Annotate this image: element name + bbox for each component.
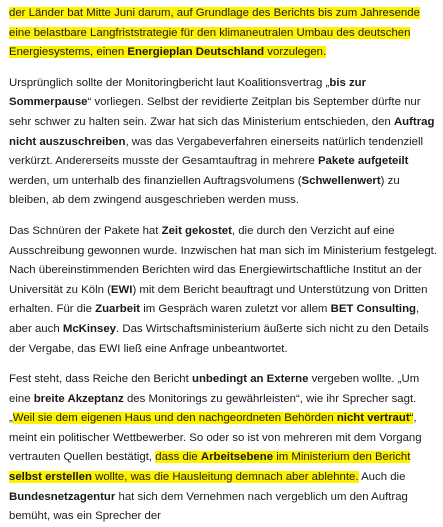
bold-run-highlighted: Arbeitsebene [200, 451, 274, 464]
bold-run: Zeit gekostet [161, 224, 232, 237]
bold-run: Auftrag nicht auszuschreiben [9, 115, 435, 148]
paragraph-p1 [9, 4, 437, 63]
text-run: . Das Wirtschaftsministerium äußerte sich nicht zu den Details der Vergabe, das EWI ließ eine Anfrage unbeantwortet. [9, 322, 429, 355]
text-run-highlighted: dass die [155, 451, 201, 464]
bold-run: breite Akzeptanz [33, 392, 124, 405]
paragraph-p3 [9, 222, 437, 359]
text-run-highlighted: “ [409, 412, 414, 425]
text-run: ) mit dem Bericht beauftragt und Unterstützung von Dritten erhalten. Für die [9, 283, 428, 316]
text-run: Ursprünglich sollte der Monitoringbericht laut Koalitionsvertrag „ [9, 76, 330, 89]
bold-run: EWI [110, 283, 133, 296]
bold-run: BET Consulting [330, 303, 417, 316]
text-run: Das Schnüren der Pakete hat [9, 224, 162, 237]
bold-run: Schwellenwert [301, 174, 381, 187]
text-run-highlighted: wollte, was die Hausleitung demnach aber ablehnte. [91, 471, 359, 484]
text-run: , die durch den Verzicht auf eine Ausschreibung gewonnen wurde. Inzwischen hat man sich im Ministerium festgelegt. Nach übereinstimmenden Berichten wird das Energiewirtschaftliche Institut an der Universität zu Köln ( [9, 224, 437, 296]
paragraph-p4 [9, 370, 437, 527]
bold-run: Zuarbeit [95, 303, 141, 316]
text-run: , aber auch [9, 303, 420, 335]
text-run-highlighted: Weil sie dem eigenen Haus und den nachgeordneten Behörden [12, 412, 337, 425]
text-run: , was das Vergabeverfahren einerseits natürlich tendenziell verkürzt. Andererseits musste der Gesamtauftrag in mehrere [9, 135, 424, 168]
text-run-highlighted: im Ministerium den Bericht [273, 451, 411, 464]
bold-run: bis zur Sommerpause [9, 76, 367, 109]
text-run: Auch die [358, 471, 406, 484]
text-run: Fest steht, dass Reiche den Bericht [9, 373, 192, 386]
bold-run: Pakete aufgeteilt [317, 155, 409, 168]
text-run: des Monitorings zu gewährleisten“, wie ihr Sprecher sagt. „ [9, 392, 417, 425]
text-run: “ vorliegen. Selbst der revidierte Zeitplan bis September dürfte nur sehr schwer zu halten sein. Zwar hat sich das Ministerium entschieden, den [9, 96, 421, 128]
text-run-highlighted: vorzulegen. [264, 46, 327, 59]
bold-run-highlighted: Energieplan Deutschland [127, 46, 265, 59]
text-run: , meint ein politischer Wettbewerber. So oder so ist von mehreren mit dem Vorgang vertrauten Quellen bestätigt, [9, 412, 422, 464]
text-run: werden, um unterhalb des finanziellen Auftragsvolumens ( [9, 174, 302, 187]
bold-run: unbedingt an Externe [191, 373, 309, 386]
bold-run-highlighted: nicht vertraut [336, 412, 410, 425]
paragraph-p2 [9, 74, 437, 211]
bold-run-highlighted: selbst erstellen [9, 471, 92, 484]
text-run-highlighted: der Länder bat Mitte Juni darum, auf Grundlage des Berichts bis zum Jahresende eine belastbare Langfriststrategie für den klimaneutralen Umbau des deutschen Energiesystems, einen [9, 7, 420, 59]
text-run: vergeben wollte. „Um eine [9, 373, 420, 405]
text-run: hat sich dem Vernehmen nach vergeblich um den Auftrag bemüht, was ein Sprecher der [9, 490, 408, 523]
text-run: ) zu bleiben, ab dem zwingend ausgeschrieben werden muss. [9, 174, 400, 207]
bold-run: McKinsey [62, 322, 117, 335]
text-run: im Gespräch waren zuletzt vor allem [140, 303, 331, 316]
bold-run: Bundesnetzagentur [9, 490, 116, 503]
